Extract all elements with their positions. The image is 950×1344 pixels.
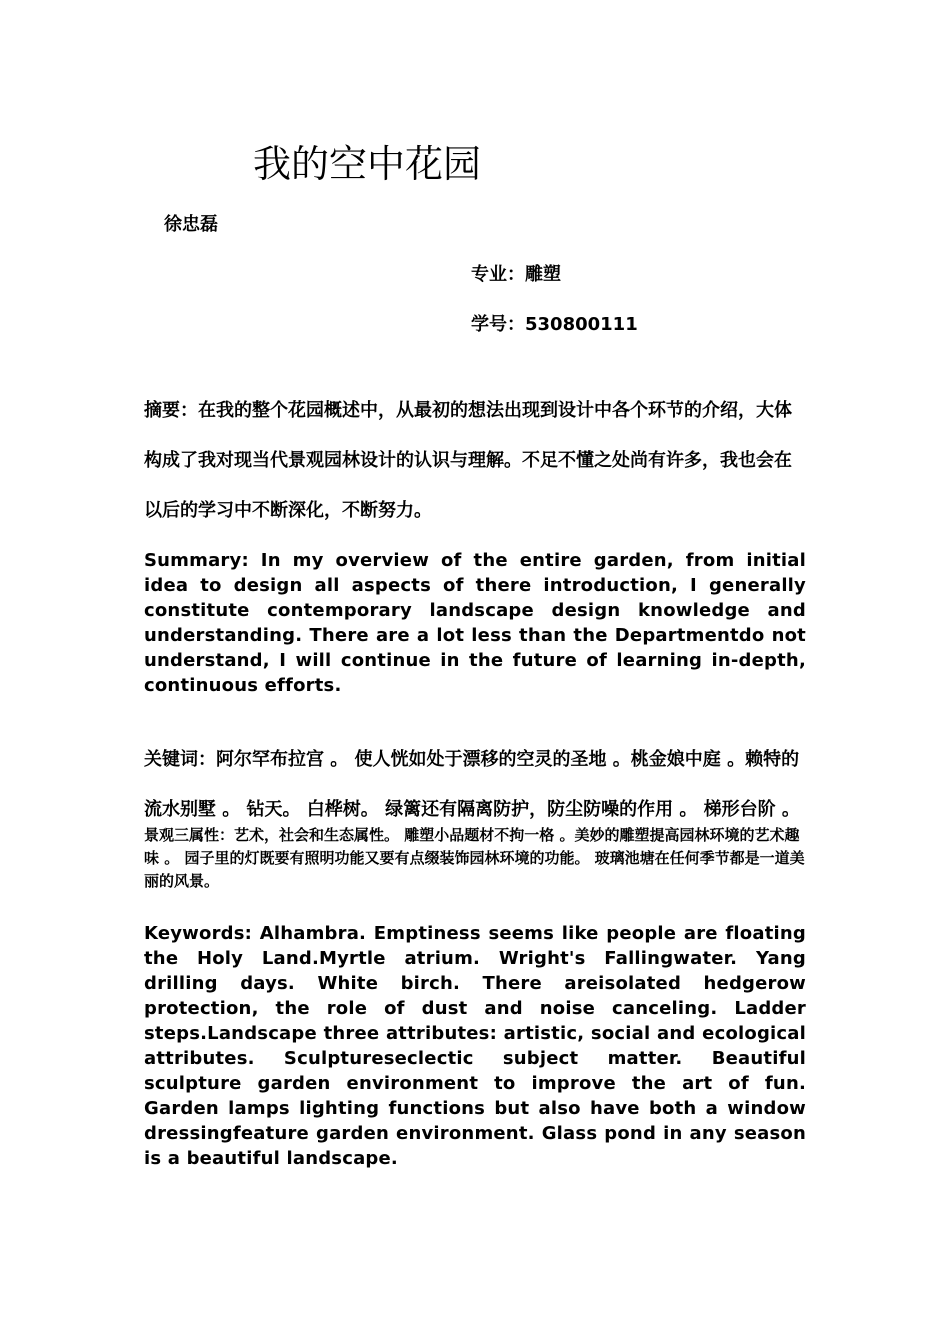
major-line: 专业：雕塑 xyxy=(471,264,561,285)
author-name: 徐忠磊 xyxy=(164,214,218,235)
document-title: 我的空中花园 xyxy=(253,142,482,186)
keywords-chinese-continued: 景观三属性：艺术，社会和生态属性。 雕塑小品题材不拘一格 。美妙的雕塑提高园林环境的艺术趣味 。 园子里的灯既要有照明功能又要有点缀装饰园林环境的功能。 玻璃池塘在任何季节都是一道美丽的风景。 xyxy=(144,826,805,890)
summary-english: Summary: In my overview of the entire garden, from initial idea to design all aspects of there introduction, I generally constitute contemporary landscape design knowledge and understanding. There are a lot less than the Departmentdo not understand, I will continue in the future of learning in-depth, continuous efforts. xyxy=(144,550,806,696)
keywords-english: Keywords: Alhambra. Emptiness seems like people are floating the Holy Land.Myrtle atrium. Wright's Fallingwater. Yang drilling days. White birch. There areisolated hedgerow protection, the role of dust and noise canceling. Ladder steps.Landscape three attributes: artistic, social and ecological attributes. Sculptureseclectic subject matter. Beautiful sculpture garden environment to improve the art of fun. Garden lamps lighting functions but also have both a window dressingfeature garden environment. Glass pond in any season is a beautiful landscape. xyxy=(144,923,806,1169)
abstract-chinese: 摘要：在我的整个花园概述中，从最初的想法出现到设计中各个环节的介绍，大体构成了我对现当代景观园林设计的认识与理解。不足不懂之处尚有许多，我也会在以后的学习中不断深化，不断努力。 xyxy=(144,400,792,521)
keywords-chinese-main: 关键词：阿尔罕布拉宫 。 使人恍如处于漂移的空灵的圣地 。桃金娘中庭 。赖特的流水别墅 。 钻天。 白桦树。 绿篱还有隔离防护，防尘防噪的作用 。 梯形台阶 。 xyxy=(144,749,800,820)
student-id-line: 学号：530800111 xyxy=(471,314,638,335)
